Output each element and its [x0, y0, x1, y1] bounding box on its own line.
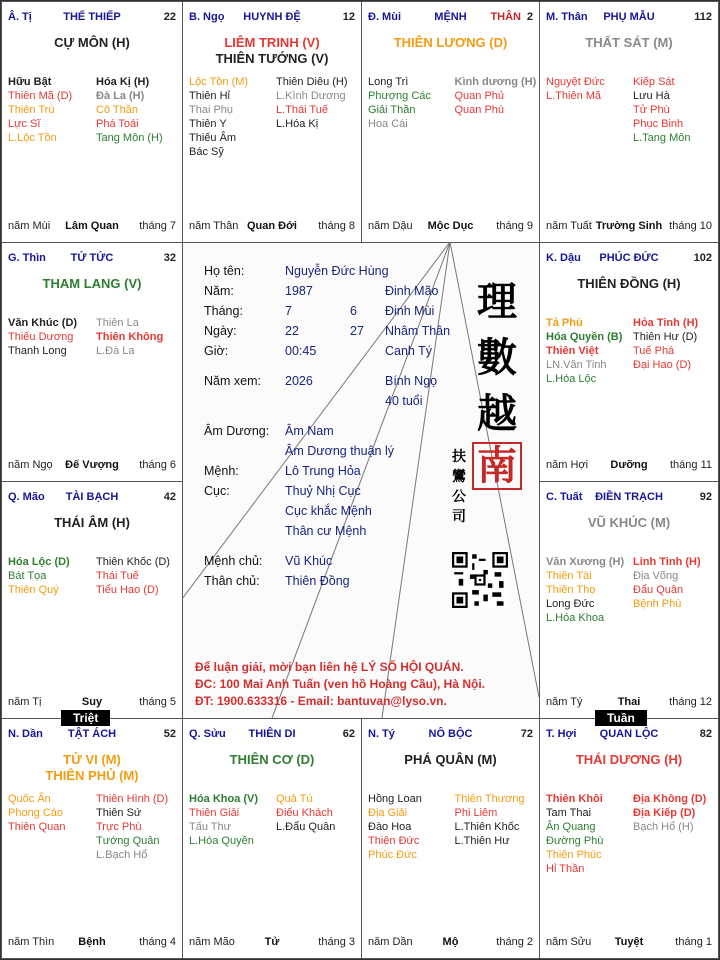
minor-star: Thiên Việt	[546, 345, 599, 357]
minor-star: L.Đẩu Quân	[276, 821, 336, 833]
minor-star: Kình dương (H)	[454, 76, 537, 88]
star-column-right	[92, 316, 176, 358]
star-column-left	[368, 75, 451, 131]
main-star: THAM LANG (V)	[42, 276, 142, 291]
destiny-lord-label: Mệnh chủ:	[204, 554, 263, 568]
palace-footer	[368, 220, 533, 233]
minor-star: Thiên Giải	[189, 807, 240, 819]
palace-year: năm Mùi	[8, 220, 51, 232]
palace-number: 92	[699, 491, 712, 503]
star-column-left	[546, 316, 629, 386]
minor-star: Phi Liêm	[454, 807, 498, 819]
minor-star: Bạch Hổ (H)	[633, 821, 694, 833]
minor-star: Tả Phù	[546, 317, 583, 329]
minor-star: Văn Xương (H)	[546, 556, 625, 568]
main-stars	[540, 35, 718, 51]
month-lunar: 6	[350, 304, 357, 318]
month-label: Tháng:	[204, 304, 243, 318]
minor-star: Địa Võng	[633, 570, 679, 582]
palace-year: năm Dần	[368, 936, 413, 948]
palace-header	[546, 252, 712, 266]
minor-star: Hóa Lộc (D)	[8, 556, 70, 568]
main-star: THIÊN TƯỚNG (V)	[215, 51, 329, 66]
body-palace-marker: THÂN	[490, 11, 521, 23]
year-canchi: Đinh Mão	[385, 284, 439, 298]
minor-star: Thiên Hỉ	[189, 90, 230, 102]
palace-number: 102	[693, 252, 712, 264]
star-column-right	[629, 555, 712, 611]
body-lord-value: Thiên Đồng	[285, 574, 350, 588]
palace-footer	[546, 220, 712, 233]
view-year-value: 2026	[285, 374, 313, 388]
palace-name: HUYNH ĐỆ	[243, 11, 301, 23]
minor-star: L.Đà La	[96, 345, 135, 357]
minor-star: Hóa Quyền (B)	[546, 331, 623, 343]
star-column-left	[189, 792, 272, 848]
main-stars	[540, 276, 718, 292]
palace-month: tháng 7	[139, 220, 176, 232]
minor-star: Trực Phù	[96, 821, 142, 833]
triet-marker: Triệt	[61, 710, 110, 726]
day-lunar: 27	[350, 324, 364, 338]
minor-star: Thiên Quý	[8, 584, 59, 596]
star-column-right	[92, 75, 176, 145]
palace-life-stage: Trường Sinh	[595, 220, 663, 232]
palace-life-stage: Đế Vượng	[65, 459, 119, 471]
star-column-left	[8, 555, 92, 597]
cuc-value: Thuỷ Nhị Cục	[285, 484, 361, 498]
day-canchi: Nhâm Thân	[385, 324, 451, 338]
cuc-relation: Cục khắc Mệnh	[285, 504, 372, 518]
view-year-label: Năm xem:	[204, 374, 261, 388]
palace-month: tháng 6	[139, 459, 176, 471]
palace-number: 22	[163, 11, 176, 23]
palace-number: 52	[163, 728, 176, 740]
palace-life-stage: Quan Đới	[247, 220, 297, 232]
minor-star: Văn Khúc (D)	[8, 317, 78, 329]
star-column-left	[368, 792, 451, 862]
palace-year: năm Thân	[189, 220, 239, 232]
palace-year: năm Tuất	[546, 220, 592, 232]
minor-star: Tướng Quân	[96, 835, 160, 847]
minor-star: Thiên La	[96, 317, 139, 329]
palace-month: tháng 8	[318, 220, 355, 232]
minor-star: Thiếu Dương	[8, 331, 74, 343]
star-column-left	[8, 792, 92, 834]
destiny-lord-value: Vũ Khúc	[285, 554, 333, 568]
palace-year: năm Thìn	[8, 936, 55, 948]
palace-life-stage: Mộ	[442, 936, 459, 948]
minor-star: Thiên Khốc (D)	[96, 556, 170, 568]
name-label: Họ tên:	[204, 264, 245, 278]
palace-cell	[1, 718, 183, 959]
minor-star: Thái Tuế	[96, 570, 139, 582]
minor-star: Hỏa Tinh (H)	[633, 317, 699, 329]
minor-star: Ân Quang	[546, 821, 596, 833]
minor-star: Bệnh Phù	[633, 598, 682, 610]
star-column-right	[272, 75, 355, 131]
minor-star: Thiên Hình (D)	[96, 793, 169, 805]
minor-star: Phá Toái	[96, 118, 139, 130]
minor-star: L.Lộc Tồn	[8, 132, 57, 144]
palace-footer	[8, 220, 176, 233]
main-star: PHÁ QUÂN (M)	[404, 752, 497, 767]
palace-cell	[539, 718, 719, 959]
palace-cell	[361, 718, 540, 959]
main-stars	[540, 515, 718, 531]
minor-star: L.Hóa Kị	[276, 118, 319, 130]
palace-number: 32	[163, 252, 176, 264]
main-stars	[2, 515, 182, 531]
palace-footer	[546, 696, 712, 709]
palace-year: năm Sửu	[546, 936, 592, 948]
star-column-left	[8, 75, 92, 145]
destiny-label: Mệnh:	[204, 464, 239, 478]
star-column-left	[546, 555, 629, 625]
star-column-right	[272, 792, 355, 834]
palace-month: tháng 2	[496, 936, 533, 948]
day-solar: 22	[285, 324, 299, 338]
palace-footer	[8, 459, 176, 472]
cuc-label: Cục:	[204, 484, 230, 498]
minor-star: Nguyệt Đức	[546, 76, 605, 88]
palace-name: TẬT ÁCH	[67, 728, 117, 740]
minor-star: L.Hóa Quyền	[189, 835, 254, 847]
minor-star: Quả Tú	[276, 793, 313, 805]
minor-star: Lộc Tồn (M)	[189, 76, 249, 88]
palace-life-stage: Tử	[264, 936, 280, 948]
star-column-right	[451, 75, 537, 117]
palace-name: PHÚC ĐỨC	[599, 252, 659, 264]
main-star: CỰ MÔN (H)	[54, 35, 130, 50]
main-stars	[540, 752, 718, 768]
minor-star: Cô Thần	[96, 104, 138, 116]
palace-life-stage: Mộc Dục	[427, 220, 474, 232]
minor-star: Đẩu Quân	[633, 584, 684, 596]
palace-branch: T. Hợi	[546, 728, 577, 740]
minor-star: Giải Thần	[368, 104, 416, 116]
palace-header	[368, 728, 533, 742]
palace-year: năm Mão	[189, 936, 235, 948]
palace-header	[546, 491, 712, 505]
palace-branch: Â. Tị	[8, 11, 32, 23]
palace-name: THẾ THIẾP	[63, 11, 121, 23]
month-canchi: Đinh Mùi	[385, 304, 435, 318]
minor-star: Hữu Bật	[8, 76, 52, 88]
view-year-canchi: Bính Ngọ	[385, 374, 438, 388]
minor-star: Hóa Kị (H)	[96, 76, 150, 88]
palace-name: TÀI BẠCH	[65, 491, 119, 503]
minor-star: Hoa Cái	[368, 118, 408, 130]
minor-star: Thai Phụ	[189, 104, 234, 116]
palace-header	[368, 11, 533, 25]
palace-month: tháng 9	[496, 220, 533, 232]
palace-branch: M. Thân	[546, 11, 588, 23]
name-value: Nguyễn Đức Hùng	[285, 264, 389, 278]
minor-star: L.Thiên Mã	[546, 90, 602, 102]
minor-star: Thiên Đức	[368, 835, 420, 847]
star-column-right	[629, 792, 712, 834]
main-star: THIÊN PHỦ (M)	[45, 768, 139, 783]
minor-star: Thiên Hư (D)	[633, 331, 698, 343]
body-position: Thân cư Mệnh	[285, 524, 367, 538]
minor-star: Phúc Đức	[368, 849, 417, 861]
main-star: VŨ KHÚC (M)	[587, 515, 671, 530]
palace-footer	[8, 936, 176, 949]
main-star: THÁI DƯƠNG (H)	[575, 752, 683, 767]
seal-small-text: 扶 鸞 公 司	[452, 449, 466, 525]
contact-line-1: Để luận giải, mời bạn liên hệ LÝ SỐ HỘI QUÁN.	[195, 660, 464, 674]
palace-header	[8, 252, 176, 266]
minor-star: Phượng Các	[368, 90, 431, 102]
minor-star: L.Thiên Khốc	[454, 821, 520, 833]
palace-number: 12	[342, 11, 355, 23]
palace-header	[546, 728, 712, 742]
palace-month: tháng 12	[669, 696, 712, 708]
minor-star: Tiểu Hao (D)	[96, 584, 159, 596]
minor-star: Kiếp Sát	[633, 76, 675, 88]
main-star: THIÊN ĐỒNG (H)	[577, 276, 681, 291]
palace-year: năm Tý	[546, 696, 583, 708]
star-column-left	[189, 75, 272, 159]
minor-star: Tam Thai	[546, 807, 592, 819]
yinyang-note: Âm Dương thuận lý	[285, 444, 394, 458]
palace-month: tháng 11	[669, 459, 712, 471]
minor-star: Đà La (H)	[96, 90, 145, 102]
minor-star: Tử Phù	[633, 104, 670, 116]
palace-month: tháng 1	[675, 936, 712, 948]
hour-value: 00:45	[285, 344, 317, 358]
minor-star: Quan Phù	[454, 104, 505, 116]
chart-center-info	[182, 242, 539, 718]
minor-star: Thiếu Âm	[189, 132, 237, 144]
minor-star: Hỉ Thần	[546, 863, 585, 875]
palace-footer	[8, 696, 176, 709]
minor-star: Phong Cáo	[8, 807, 64, 819]
year-value: 1987	[285, 284, 313, 298]
minor-star: Tang Môn (H)	[96, 132, 163, 144]
minor-star: Quan Phủ	[454, 90, 505, 102]
minor-star: Thiên Khôi	[546, 793, 603, 805]
main-stars	[183, 35, 361, 67]
minor-star: Địa Không (D)	[633, 793, 707, 805]
main-stars	[2, 276, 182, 292]
minor-star: Bác Sỹ	[189, 146, 224, 158]
palace-cell	[361, 1, 540, 243]
palace-header	[8, 491, 176, 505]
palace-header	[8, 11, 176, 25]
palace-number: 72	[520, 728, 533, 740]
star-column-right	[629, 75, 712, 145]
minor-star: Hóa Khoa (V)	[189, 793, 259, 805]
minor-star: Đại Hao (D)	[633, 359, 692, 371]
palace-name: THIÊN DI	[248, 728, 296, 740]
palace-number: 82	[699, 728, 712, 740]
palace-number: 62	[342, 728, 355, 740]
palace-footer	[546, 459, 712, 472]
hour-label: Giờ:	[204, 344, 229, 358]
age-value: 40 tuổi	[385, 394, 423, 408]
yinyang-value: Âm Nam	[285, 424, 334, 438]
star-column-right	[92, 555, 176, 597]
main-star: TỬ VI (M)	[63, 752, 121, 767]
palace-name: MỆNH	[434, 11, 467, 23]
body-lord-label: Thân chủ:	[204, 574, 260, 588]
main-stars	[362, 752, 539, 768]
destiny-value: Lô Trung Hỏa	[285, 464, 361, 478]
palace-footer	[189, 220, 355, 233]
palace-branch: Q. Sửu	[189, 728, 226, 740]
month-solar: 7	[285, 304, 292, 318]
palace-header	[189, 728, 355, 742]
minor-star: Long Trì	[368, 76, 409, 88]
minor-star: Thiên Tài	[546, 570, 592, 582]
minor-star: L.Tang Môn	[633, 132, 691, 144]
minor-star: Thiên Sứ	[96, 807, 142, 819]
minor-star: Long Đức	[546, 598, 595, 610]
day-label: Ngày:	[204, 324, 237, 338]
star-column-right	[92, 792, 176, 862]
minor-star: Lực Sĩ	[8, 118, 41, 130]
palace-cell	[182, 1, 362, 243]
palace-cell	[539, 242, 719, 482]
palace-name: ĐIỀN TRẠCH	[595, 491, 663, 503]
tuan-marker: Tuần	[595, 710, 647, 726]
minor-star: Đường Phù	[546, 835, 604, 847]
palace-branch: N. Tý	[368, 728, 395, 740]
main-star: THIÊN LƯƠNG (D)	[393, 35, 508, 50]
yinyang-label: Âm Dương:	[204, 424, 270, 438]
minor-star: L.Bạch Hổ	[96, 849, 148, 861]
minor-star: Bát Tọa	[8, 570, 47, 582]
minor-star: Thiên Thương	[454, 793, 525, 805]
minor-star: L.Hóa Lộc	[546, 373, 597, 385]
year-label: Năm:	[204, 284, 234, 298]
minor-star: Địa Kiếp (D)	[633, 807, 696, 819]
minor-star: Thiên Quan	[8, 821, 66, 833]
minor-star: Thiên Trù	[8, 104, 55, 116]
palace-footer	[368, 936, 533, 949]
minor-star: Quốc Ấn	[8, 793, 51, 805]
minor-star: L.Thiên Hư	[454, 835, 510, 847]
star-column-left	[546, 792, 629, 876]
star-column-right	[451, 792, 534, 848]
minor-star: Đào Hoa	[368, 821, 412, 833]
palace-branch: N. Dần	[8, 728, 43, 740]
palace-life-stage: Thai	[617, 696, 641, 708]
star-column-left	[8, 316, 92, 358]
minor-star: Thanh Long	[8, 345, 67, 357]
minor-star: Thiên Không	[96, 331, 164, 343]
palace-year: năm Dậu	[368, 220, 413, 232]
minor-star: LN.Văn Tinh	[546, 359, 607, 371]
palace-life-stage: Lâm Quan	[65, 220, 119, 232]
palace-header	[546, 11, 712, 25]
palace-branch: Q. Mão	[8, 491, 45, 503]
minor-star: Phục Binh	[633, 118, 684, 130]
palace-branch: G. Thìn	[8, 252, 46, 264]
palace-year: năm Ngọ	[8, 459, 53, 471]
hour-canchi: Canh Tý	[385, 344, 433, 358]
contact-phone-email: ĐT: 1900.633316 - Email: bantuvan@lyso.vn.	[195, 694, 447, 708]
minor-star: Thiên Phúc	[546, 849, 602, 861]
palace-cell	[539, 481, 719, 719]
palace-branch: Đ. Mùi	[368, 11, 401, 23]
palace-month: tháng 3	[318, 936, 355, 948]
minor-star: Lưu Hà	[633, 90, 670, 102]
palace-month: tháng 10	[669, 220, 712, 232]
star-column-right	[629, 316, 712, 372]
star-column-left	[546, 75, 629, 103]
palace-branch: B. Ngọ	[189, 11, 225, 23]
main-star: THÁI ÂM (H)	[54, 515, 130, 530]
palace-footer	[189, 936, 355, 949]
palace-life-stage: Suy	[81, 696, 103, 708]
palace-name: NÔ BỘC	[428, 728, 473, 740]
minor-star: Thiên Thọ	[546, 584, 596, 596]
minor-star: L.Thái Tuế	[276, 104, 328, 116]
main-stars	[2, 35, 182, 51]
palace-cell	[182, 718, 362, 959]
minor-star: Điếu Khách	[276, 807, 333, 819]
palace-branch: C. Tuất	[546, 491, 583, 503]
palace-branch: K. Dậu	[546, 252, 581, 264]
main-star: THIÊN CƠ (D)	[229, 752, 315, 767]
minor-star: Địa Giải	[368, 807, 408, 819]
qr-code-icon	[452, 552, 508, 608]
palace-cell	[1, 242, 183, 482]
palace-name: PHỤ MẪU	[603, 11, 655, 23]
minor-star: Tấu Thư	[189, 821, 232, 833]
palace-number: 112	[694, 11, 712, 23]
main-star: LIÊM TRINH (V)	[224, 35, 320, 50]
palace-year: năm Tị	[8, 696, 42, 708]
palace-number: 42	[163, 491, 176, 503]
main-stars	[2, 752, 182, 784]
palace-cell	[539, 1, 719, 243]
minor-star: Linh Tinh (H)	[633, 556, 701, 568]
seal-calligraphy: 理 數 越 南	[472, 274, 522, 490]
main-stars	[183, 752, 361, 768]
palace-life-stage: Dưỡng	[610, 459, 648, 471]
minor-star: Thiên Y	[189, 118, 227, 130]
palace-header	[189, 11, 355, 25]
contact-address: ĐC: 100 Mai Anh Tuấn (ven hồ Hoàng Cầu), Hà Nội.	[195, 677, 486, 691]
palace-footer	[546, 936, 712, 949]
palace-name: QUAN LỘC	[599, 728, 659, 740]
palace-life-stage: Tuyệt	[614, 936, 644, 948]
palace-header	[8, 728, 176, 742]
palace-month: tháng 4	[139, 936, 176, 948]
palace-name: TỬ TỨC	[70, 252, 114, 264]
main-stars	[362, 35, 539, 51]
minor-star: Hồng Loan	[368, 793, 422, 805]
minor-star: L.Hóa Khoa	[546, 612, 605, 624]
minor-star: L.Kình Dương	[276, 90, 346, 102]
minor-star: Thiên Diêu (H)	[276, 76, 348, 88]
minor-star: Thiên Mã (D)	[8, 90, 73, 102]
palace-cell	[1, 481, 183, 719]
minor-star: Tuế Phá	[633, 345, 675, 357]
palace-cell	[1, 1, 183, 243]
palace-month: tháng 5	[139, 696, 176, 708]
palace-life-stage: Bệnh	[78, 936, 106, 948]
palace-number: 2	[526, 11, 533, 23]
palace-year: năm Hợi	[546, 459, 589, 471]
main-star: THẤT SÁT (M)	[585, 35, 673, 50]
